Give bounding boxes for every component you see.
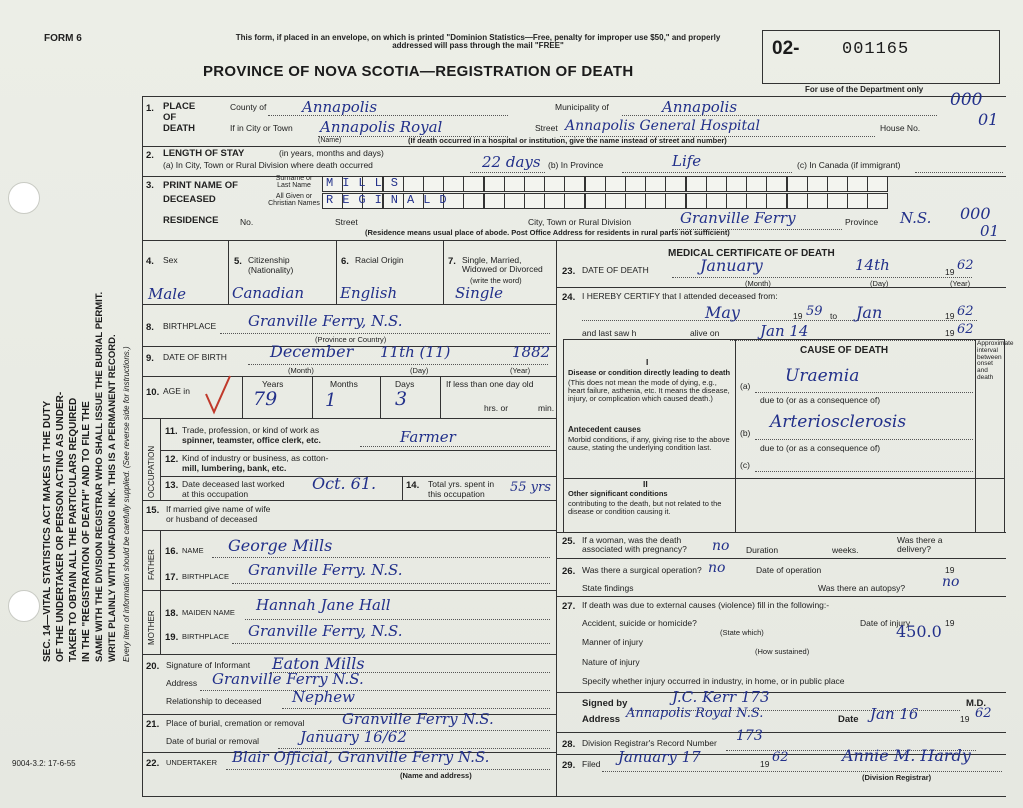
registrar-signature: Annie M. Hardy (842, 746, 971, 765)
municipality-value: Annapolis (662, 98, 738, 116)
mother-birthplace-value: Granville Ferry, N.S. (248, 622, 403, 640)
name-letter-box (645, 193, 666, 209)
name-letter-box (766, 193, 787, 209)
name-letter-box (463, 176, 484, 192)
attended-from-year: 59 (806, 304, 823, 319)
name-letter-box (544, 176, 565, 192)
marital-status-value: Single (455, 284, 504, 302)
name-letter-box (827, 176, 848, 192)
side-line-6: WRITE PLAINLY WITH UNFADING INK. THIS IS A PERMANENT RECORD. (107, 334, 118, 662)
birth-month-value: December (270, 342, 354, 361)
name-letter-box (827, 193, 848, 209)
footer-code: 9004-3.2: 17-6-55 (12, 759, 76, 768)
name-letter-box (807, 193, 828, 209)
name-letter-box (686, 176, 707, 192)
name-letter-box (504, 176, 525, 192)
side-line-3: TAKER TO OBTAIN ALL THE PARTICULARS REQUIRED (68, 397, 79, 662)
name-letter-box (484, 193, 505, 209)
name-letter-box (686, 193, 707, 209)
physician-address-value: Annapolis Royal N.S. (626, 706, 764, 721)
physician-signature: J.C. Kerr 173 (672, 688, 770, 706)
side-line-4: IN THE "REGISTRATION OF DEATH" AND TO FILE THE (81, 401, 92, 662)
code-value: 450.0 (896, 622, 942, 641)
death-day-value: 14th (855, 256, 890, 274)
relationship-value: Nephew (292, 688, 355, 706)
county-value: Annapolis (302, 98, 378, 116)
physician-date-value: Jan 16 (870, 705, 919, 723)
county-code: 000 (950, 90, 983, 110)
sex-value: Male (148, 285, 186, 303)
name-letter-box (605, 176, 626, 192)
form-number: 02- (772, 38, 800, 59)
mother-maiden-name-value: Hannah Jane Hall (256, 596, 391, 614)
birth-day-value: 11th (11) (380, 343, 451, 361)
street-value: Annapolis General Hospital (565, 118, 760, 134)
residence-province-value: N.S. (900, 209, 932, 227)
death-month-value: January (700, 256, 763, 275)
given-names-value: REGINALD (326, 193, 456, 207)
name-letter-box (645, 176, 666, 192)
occupation-value: Farmer (400, 428, 456, 446)
years-in-occupation-value: 55 yrs (510, 480, 551, 495)
surgery-value: no (708, 560, 726, 576)
dept-use-label: For use of the Department only (805, 85, 924, 94)
father-birthplace-value: Granville Ferry. N.S. (248, 561, 403, 579)
name-letter-box (423, 176, 444, 192)
surname-value: MILLS (326, 176, 408, 190)
name-letter-box (807, 176, 828, 192)
name-letter-box (585, 176, 606, 192)
name-letter-box (706, 176, 727, 192)
side-line-7: Every item of information should be carefully supplied. (See reverse side for instructions.) (122, 346, 131, 662)
form-label: FORM 6 (44, 33, 82, 44)
cause-of-death-title: CAUSE OF DEATH (800, 345, 889, 356)
name-letter-box (665, 176, 686, 192)
name-letter-box (484, 176, 505, 192)
name-letter-box (867, 176, 888, 192)
stay-province-value: Life (672, 152, 702, 170)
death-year-value: 62 (957, 258, 974, 273)
record-number-value: 173 (736, 728, 763, 744)
name-letter-box (746, 193, 767, 209)
form-title: PROVINCE OF NOVA SCOTIA—REGISTRATION OF DEATH (203, 63, 634, 80)
name-letter-box (867, 193, 888, 209)
attended-from-value: May (705, 303, 740, 322)
cause-b-value: Arteriosclerosis (770, 412, 907, 432)
name-letter-box (847, 193, 868, 209)
name-letter-box (564, 193, 585, 209)
medical-certificate-title: MEDICAL CERTIFICATE OF DEATH (668, 248, 835, 259)
name-letter-box (605, 193, 626, 209)
name-letter-box (787, 193, 808, 209)
citizenship-value: Canadian (232, 284, 305, 302)
name-letter-box (564, 176, 585, 192)
side-line-5: SAME WITH THE DIVISION REGISTRAR WHO SHALL ISSUE THE BURIAL PERMIT. (94, 291, 105, 662)
punch-hole-bottom (8, 590, 40, 622)
name-letter-box (524, 193, 545, 209)
side-line-1: SEC. 14—VITAL STATISTICS ACT MAKES IT THE DUTY (42, 400, 53, 662)
birthplace-value: Granville Ferry, N.S. (248, 312, 403, 330)
punch-hole-top (8, 182, 40, 214)
racial-origin-value: English (340, 284, 398, 302)
burial-place-value: Granville Ferry N.S. (342, 710, 494, 728)
cause-a-value: Uraemia (785, 366, 860, 386)
father-label: FATHER (147, 549, 156, 580)
name-letter-box (625, 176, 646, 192)
name-letter-box (625, 193, 646, 209)
name-letter-box (766, 176, 787, 192)
municipality-code: 01 (978, 110, 999, 129)
autopsy-value: no (942, 574, 960, 590)
name-letter-box (665, 193, 686, 209)
name-letter-box (524, 176, 545, 192)
attended-to-year: 62 (957, 304, 974, 319)
name-letter-box (544, 193, 565, 209)
last-worked-value: Oct. 61. (312, 474, 377, 493)
attended-to-value: Jan (856, 303, 883, 322)
burial-date-value: January 16/62 (300, 728, 407, 746)
check-mark-icon (200, 372, 250, 420)
city-value: Annapolis Royal (320, 118, 443, 136)
name-letter-box (746, 176, 767, 192)
name-letter-box (443, 176, 464, 192)
name-letter-box (706, 193, 727, 209)
name-letter-box (847, 176, 868, 192)
father-name-value: George Mills (228, 536, 333, 555)
age-years-value: 79 (253, 388, 278, 410)
birth-year-value: 1882 (512, 343, 551, 361)
residence-city-value: Granville Ferry (680, 209, 796, 227)
name-letter-box (463, 193, 484, 209)
filed-date-value: January 17 (618, 748, 701, 766)
informant-address-value: Granville Ferry N.S. (212, 670, 364, 688)
place-of-death-label: PLACE OF DEATH (163, 101, 196, 134)
age-months-value: 1 (325, 390, 337, 411)
age-days-value: 3 (395, 388, 408, 410)
name-letter-box (585, 193, 606, 209)
side-line-2: OF THE UNDERTAKER OR PERSON ACTING AS UNDER- (55, 391, 66, 662)
stay-city-value: 22 days (482, 153, 541, 171)
name-letter-box (504, 193, 525, 209)
name-letter-box (726, 193, 747, 209)
occupation-label: OCCUPATION (147, 445, 156, 498)
informant-signature: Eaton Mills (272, 654, 365, 673)
last-seen-year: 62 (957, 322, 974, 337)
serial-number: 001165 (842, 40, 910, 59)
header-notice: This form, if placed in an envelope, on which is printed "Dominion Statistics—Free, penalty for improper use $50," and properly addressed will pass through the mail "FREE" (235, 33, 721, 51)
last-seen-value: Jan 14 (760, 322, 809, 340)
name-letter-box (787, 176, 808, 192)
pregnancy-value: no (712, 538, 730, 554)
undertaker-value: Blair Official, Granville Ferry N.S. (232, 748, 490, 766)
name-letter-box (726, 176, 747, 192)
death-registration-form: FORM 6 SEC. 14—VITAL STATISTICS ACT MAKES IT THE DUTY OF THE UNDERTAKER OR PERSON ACTING AS UNDER- TAKER TO OBTAIN ALL THE PARTICULARS REQUIRED IN THE "REGISTRATION OF DEATH" AND TO FILE THE SAME WITH THE DIVISION REGISTRAR WHO SHALL ISSUE THE BURIAL PERMIT. WRITE PLAINLY WITH UNFADING INK. THIS IS A PERMANENT RECORD. Every item of information should be carefully supplied. (See reverse side for instructions.) 9004-3.2: 17-6-55 This form, if placed in an envelope, on which is printed "Dominion Statistics—Free, penalty for improper use $50," and properly addressed will pass through the mail "FREE" 02- 001165 PROVINCE OF NOVA SCOTIA—REGISTRATION OF DEATH For use of the Department only 1. PLACE OF DEATH County of Annapolis Municipality of Annapolis 000 If in City or Town Annapolis Royal (Name) Street Annapolis General Hospital House No. 01 (If death occurred in a hospital or institution, give the name instead of street and number) 2. LENGTH OF STAY (in years, months and days) (a) In City, Town or Rural Division where death occurred 22 days (b) In Province Life (c) In Canada (if immigrant) 3. PRINT NAME OF DECEASED Surname or Last Name All Given or Christian Names MILLS REGINALD RESIDENCE No. Street City, Town or Rural Division Granville Ferry Province N.S. 000 01 (Residence means usual place of abode. Post Office Address for residents in rural parts not sufficient) 4. Sex 5. Citizenship (Nationality) 6. Racial Origin 7. Single, Married, Widowed or Divorced (write the word) Male Canadian English Single 8. BIRTHPLACE Granville Ferry, N.S. (Province or Country) 9. DATE OF BIRTH December 11th (11) 1882 (Month) (Day) (Year) 10. AGE in Years Months Days If less than one day old hrs. or min. 79 1 3 OCCUPATION 11. Trade, profession, or kind of work as spinner, teamster, office clerk, etc. Farmer 12. Kind of industry or business, as cotton- mill, lumbering, bank, etc. 13. Date deceased last worked at this occupation Oct. 61. 14. Total yrs. spent in this occupation 55 yrs 15. If married give name of wife or husband of deceased FATHER 16. NAME George Mills 17. BIRTHPLACE Granville Ferry. N.S. MOTHER 18. MAIDEN NAME Hannah Jane Hall 19. BIRTHPLACE Granville Ferry, N.S. 20. Signature of Informant Eaton Mills Address Granville Ferry N.S. Relationship to deceased Nephew 21. Place of burial, cremation or removal Granville Ferry N.S. Date of burial or removal January 16/62 22. UNDERTAKER Blair Official, Granville Ferry N.S. (Name and address) MEDICAL CERTIFICATE OF DEATH 23. DATE OF DEATH January 14th 19 62 (Month) (Day) (Year) 24. I HEREBY CERTIFY that I attended deceased from: May 19 59 to Jan 19 62 and last saw h alive on Jan 14 19 62 CAUSE OF DEATH Approximate interval between onset and death I Disease or condition directly leading to death (This does not mean the mode of dying, e.g., heart failure, asthenia, etc. It means the disease, injury, or complication which caused death.) (a) Uraemia due to (or as a consequence of) Antecedent causes Morbid conditions, if any, giving rise to the above cause, stating the underlying condition last. (b) Arteriosclerosis due to (or as a consequence of) (c) II Other significant conditions contributing to the death, but not related to the disease or condition causing it. 25. If a woman, was the death associated with pregnancy? no Duration weeks. Was there a delivery? 26. Was there a surgical operation? no Date of operation 19 State findings Was there an autopsy? no 27. If death was due to external causes (violence) fill in the following:- Accident, suicide or homicide? Date of injury 19 (State which) 450.0 Manner of injury (How sustained) Nature of injury Specify whether injury occurred in industry, in home, or in public place Signed by J.C. Kerr 173 M.D. Address Annapolis Royal N.S. Date Jan 16 19 62 28. Division Registrar's Record Number 173 29. Filed January 17 19 62 Annie M. Hardy (Division Registrar) (0, 0, 1023, 808)
print-name-label: PRINT NAME OF DECEASED (163, 180, 238, 205)
mother-label: MOTHER (147, 610, 156, 645)
